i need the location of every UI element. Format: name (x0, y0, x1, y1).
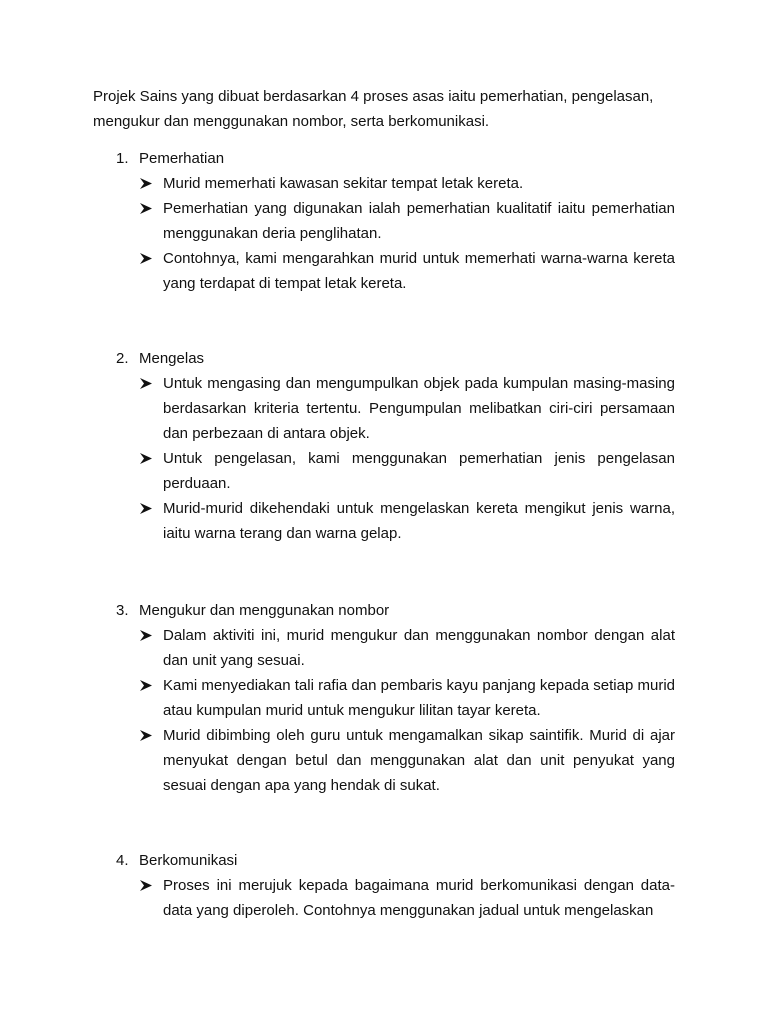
section-heading (116, 598, 389, 623)
bullet-text: Dalam aktiviti ini, murid mengukur dan menggunakan nombor dengan alat dan unit yang sesuai. (163, 627, 675, 669)
bullet-item (139, 673, 675, 723)
bullet-item (139, 873, 675, 923)
arrow-bullet-icon (139, 723, 155, 748)
bullet-item (139, 496, 675, 546)
section-title: Pemerhatian (139, 150, 225, 167)
bullet-text: Proses ini merujuk kepada bagaimana murid berkomunikasi dengan data-data yang diperoleh. Contohnya menggunakan jadual untuk mengelaskan (163, 877, 675, 919)
bullet-text: Murid-murid dikehendaki untuk mengelaskan kereta mengikut jenis warna, iaitu warna terang dan warna gelap. (163, 500, 675, 542)
arrow-bullet-icon (139, 171, 155, 196)
bullet-item (139, 723, 675, 798)
bullet-item (139, 171, 675, 196)
section-title: Mengukur dan menggunakan nombor (139, 602, 390, 619)
arrow-bullet-icon (139, 371, 155, 396)
section-heading (116, 848, 237, 873)
section-title: Mengelas (139, 350, 205, 367)
bullet-list (139, 171, 675, 296)
section-number: 3. (116, 602, 129, 619)
arrow-bullet-icon (139, 196, 155, 221)
bullet-list (139, 873, 675, 923)
intro-paragraph: Projek Sains yang dibuat berdasarkan 4 proses asas iaitu pemerhatian, pengelasan, mengukur dan menggunakan nombor, serta berkomunikasi. (93, 88, 654, 130)
bullet-text: Contohnya, kami mengarahkan murid untuk memerhati warna-warna kereta yang terdapat di tempat letak kereta. (163, 250, 675, 292)
bullet-text: Kami menyediakan tali rafia dan pembaris kayu panjang kepada setiap murid atau kumpulan murid untuk mengukur lilitan tayar kereta. (163, 677, 675, 719)
bullet-list (139, 371, 675, 546)
bullet-item (139, 446, 675, 496)
bullet-item (139, 246, 675, 296)
bullet-item (139, 371, 675, 446)
arrow-bullet-icon (139, 496, 155, 521)
section-number: 2. (116, 350, 129, 367)
bullet-item (139, 196, 675, 246)
arrow-bullet-icon (139, 246, 155, 271)
bullet-item (139, 623, 675, 673)
section-number: 1. (116, 150, 129, 167)
bullet-text: Murid dibimbing oleh guru untuk mengamalkan sikap saintifik. Murid di ajar menyukat dengan betul dan menggunakan alat dan unit penyukat yang sesuai dengan apa yang hendak di sukat. (163, 727, 675, 794)
section-heading (116, 346, 204, 371)
bullet-text: Murid memerhati kawasan sekitar tempat letak kereta. (163, 175, 524, 192)
arrow-bullet-icon (139, 873, 155, 898)
bullet-text: Pemerhatian yang digunakan ialah pemerhatian kualitatif iaitu pemerhatian menggunakan deria penglihatan. (163, 200, 675, 242)
arrow-bullet-icon (139, 673, 155, 698)
arrow-bullet-icon (139, 623, 155, 648)
bullet-text: Untuk pengelasan, kami menggunakan pemerhatian jenis pengelasan perduaan. (163, 450, 675, 492)
arrow-bullet-icon (139, 446, 155, 471)
section-title: Berkomunikasi (139, 852, 238, 869)
section-heading (116, 146, 224, 171)
section-number: 4. (116, 852, 129, 869)
bullet-list (139, 623, 675, 798)
bullet-text: Untuk mengasing dan mengumpulkan objek pada kumpulan masing-masing berdasarkan kriteria tertentu. Pengumpulan melibatkan ciri-ciri persamaan dan perbezaan di antara objek. (163, 375, 675, 442)
